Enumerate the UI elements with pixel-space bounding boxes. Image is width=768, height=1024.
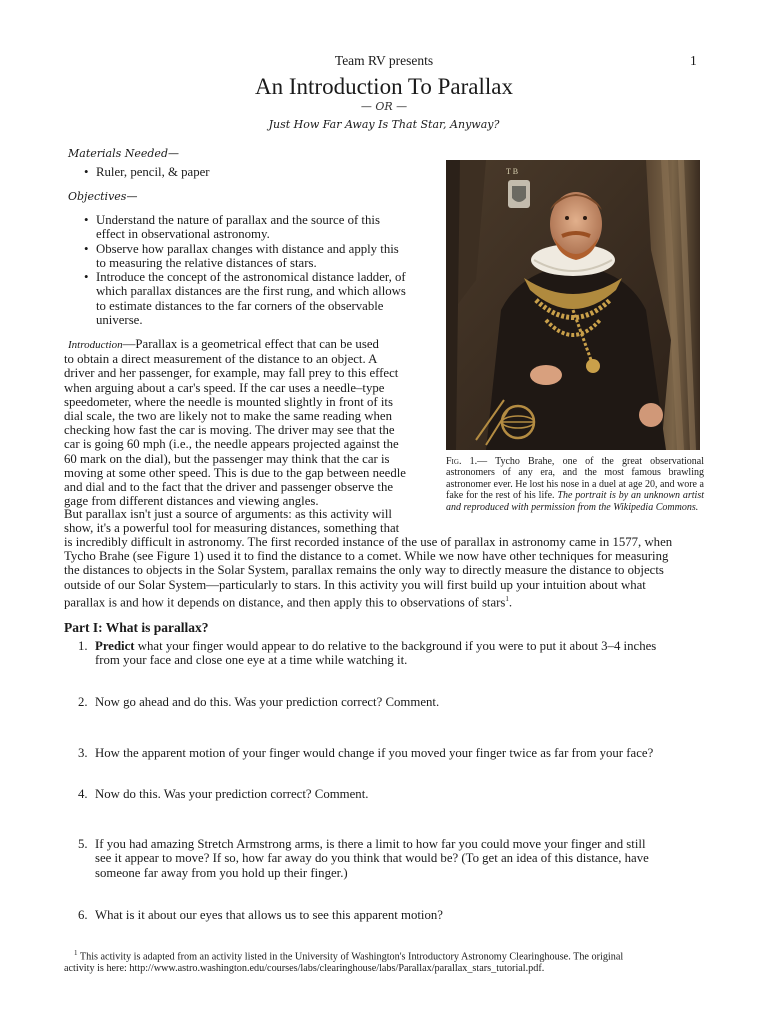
intro-line: Introduction—Parallax is a geometrical effect that can be used [68, 337, 379, 351]
intro-line: to obtain a direct measurement of the distance to an object. A [64, 352, 378, 367]
question-number: 5. [78, 837, 88, 851]
question-line: If you had amazing Stretch Armstrong arms, is there a limit to how far you could move your finger and still [95, 837, 646, 851]
or-separator: — OR — [360, 100, 408, 113]
objective-line: Observe how parallax changes with distance and apply this [96, 242, 399, 256]
paragraph-line: the distances to objects in the Solar System, parallax remains the only way to directly measure the distance to objects [64, 563, 664, 578]
intro-line: gage from different distances and viewing angles. [64, 494, 319, 509]
paragraph-line: But parallax isn't just a source of arguments: as this activity will [64, 507, 392, 521]
intro-line: car is going 60 mph (i.e., the needle appears projected against the [64, 437, 399, 452]
question-4 [78, 787, 707, 801]
footnote-line: activity is here: http://www.astro.washington.edu/courses/labs/clearinghouse/labs/Parallax/parallax_stars_tutorial.pdf. [64, 963, 545, 975]
tycho-brahe-portrait [446, 160, 700, 450]
footnote [64, 947, 706, 975]
question-5 [78, 837, 707, 880]
header-presenter: Team RV presents [334, 53, 434, 68]
objective-line: Introduce the concept of the astronomical distance ladder, of [96, 270, 406, 284]
objective-line: Understand the nature of parallax and the source of this [96, 213, 380, 227]
caption-text: Tycho Brahe, one of the great observational astronomers of any era, and the most famous brawling astronomer ever. He lost his nose in a duel at age 20, and wore a fake for the rest of his life. [446, 456, 704, 502]
part1-heading: Part I: What is parallax? [64, 620, 209, 635]
page-number: 1 [690, 53, 697, 68]
objective-line: universe. [96, 312, 143, 327]
paragraph-line: is incredibly difficult in astronomy. The first recorded instance of the use of parallax in astronomy came in 1577, when [64, 535, 673, 549]
objective-line: effect in observational astronomy. [96, 227, 270, 242]
paragraph-line: show, it's a powerful tool for measuring distances, something that [64, 521, 400, 536]
paragraph-line: outside of our Solar System—particularly to stars. In this activity you will first build up your intuition about what [64, 577, 646, 592]
predict-keyword: Predict [95, 639, 135, 653]
introduction-paragraph [64, 337, 423, 508]
objective-item [84, 270, 426, 327]
question-3 [78, 746, 707, 760]
bullet-icon: • [84, 213, 89, 227]
page-title: An Introduction To Parallax [255, 74, 513, 99]
question-line: Now go ahead and do this. Was your prediction correct? Comment. [95, 695, 440, 709]
page-subtitle: Just How Far Away Is That Star, Anyway? [268, 118, 500, 131]
objective-line: to estimate distances to the far corners of the observable [96, 298, 384, 313]
question-line: from your face and close one eye at a time while watching it. [95, 653, 408, 668]
intro-line: 60 mark on the dial), but the passenger may think that the car is [64, 451, 390, 466]
objective-item [84, 213, 426, 242]
paragraph-line: Tycho Brahe (see Figure 1) used it to find the distance to a comet. While we now have other techniques for measuring [64, 549, 669, 564]
objective-line: to measuring the relative distances of stars. [96, 256, 317, 271]
bullet-icon: • [84, 242, 89, 256]
question-number: 4. [78, 787, 88, 801]
caption-credit: The portrait is by an unknown artist and reproduced with permission from the Wikipedia Commons. [446, 490, 705, 513]
bullet-icon: • [84, 270, 89, 284]
materials-label: Materials Needed— [68, 147, 179, 160]
question-number: 6. [78, 908, 88, 922]
question-line: see it appear to move? If so, how far away do you think that would be? (To get an idea of this distance, have [95, 851, 649, 866]
materials-item [84, 165, 210, 179]
footnote-line: $^1$ This activity is adapted from an activity listed in the University of Washington's Introductory Astronomy Clearinghouse. The original [74, 949, 624, 963]
materials-item-text: Ruler, pencil, & paper [96, 165, 210, 179]
intro-line: speedometer, where the needle is mounted slightly in front of its [64, 394, 393, 409]
objectives-label: Objectives— [68, 190, 138, 203]
intro-line: when arguing about a car's speed. If the car uses a needle–type [64, 380, 385, 395]
introduction-label: Introduction [68, 339, 123, 351]
figure-label: Fig. 1.— [446, 456, 488, 467]
question-line: Now do this. Was your prediction correct? Comment. [95, 787, 369, 801]
question-1 [78, 639, 707, 668]
bullet-icon: • [84, 165, 89, 179]
intro-line: checking how fast the car is moving. The driver may see that the [64, 423, 395, 438]
question-line: How the apparent motion of your finger would change if you moved your finger twice as far from your face? [95, 746, 654, 760]
paragraph-line: parallax is and how it depends on distance, and then apply this to observations of stars$^1$. [64, 594, 513, 610]
parallax-paragraph-narrow [64, 507, 423, 535]
question-number: 3. [78, 746, 88, 760]
question-6 [78, 908, 707, 922]
question-line: someone far away from you hold up their finger.) [95, 865, 348, 880]
intro-line: moving at some other speed. This is due to the gap between needle [64, 465, 406, 480]
monogram: T B [506, 167, 519, 176]
question-number: 2. [78, 695, 88, 709]
intro-line: driver and her passenger, for example, may fall prey to this effect [64, 366, 399, 381]
question-number: 1. [78, 639, 88, 653]
question-2 [78, 695, 707, 709]
intro-line: and dial and to the fact that the driver and passenger observe the [64, 480, 394, 495]
intro-line: dial scale, the two are likely not to make the same reading when [64, 409, 392, 424]
question-line: What is it about our eyes that allows us to see this apparent motion? [95, 908, 443, 922]
footnote-mark: 1 [74, 949, 78, 957]
parallax-paragraph-wide [64, 535, 706, 609]
question-line: Predict what your finger would appear to do relative to the background if you were to put it about 3–4 inches [95, 639, 657, 653]
footnote-ref: 1 [505, 594, 509, 603]
figure-caption [446, 456, 704, 513]
objective-item [84, 242, 426, 271]
objective-line: which parallax distances are the first rung, and which allows [96, 284, 406, 299]
